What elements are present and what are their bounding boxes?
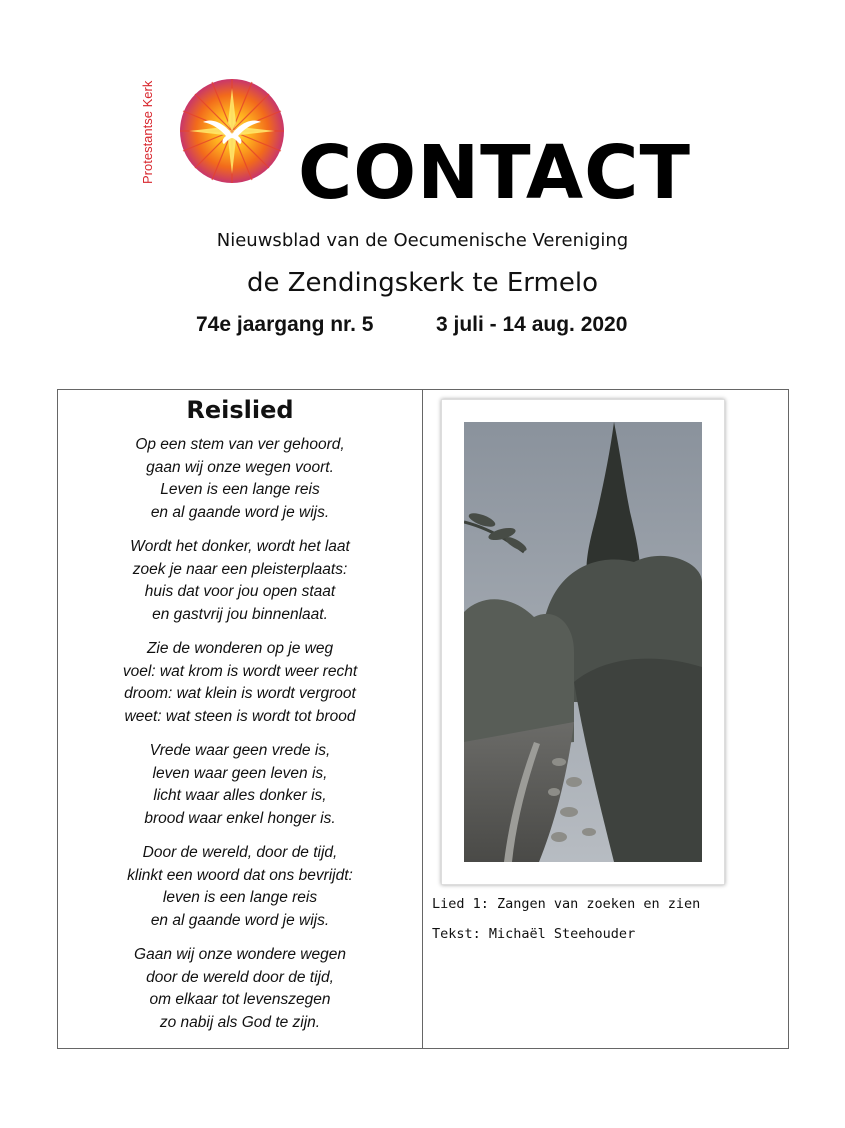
- column-divider: [422, 390, 423, 1048]
- poem-line: Op een stem van ver gehoord,: [135, 436, 345, 453]
- masthead-subtitle: Nieuwsblad van de Oecumenische Vereniging: [216, 230, 629, 251]
- issue-volume: 74e jaargang nr. 5: [196, 313, 374, 336]
- poem-line: weet: wat steen is wordt tot brood: [124, 707, 356, 725]
- poem-line: om elkaar tot levenszegen: [149, 991, 331, 1008]
- logo-text: Protestantse Kerk: [140, 80, 155, 184]
- garden-path-photo: [464, 422, 702, 862]
- caption-song: Lied 1: Zangen van zoeken en zien: [432, 896, 701, 912]
- content-box: [57, 389, 789, 1049]
- masthead-title: CONTACT: [298, 130, 691, 216]
- poem-line: gaan wij onze wegen voort.: [146, 458, 334, 476]
- poem-line: klinkt een woord dat ons bevrijdt:: [127, 866, 353, 884]
- poem-line: brood waar enkel honger is.: [144, 809, 336, 827]
- poem-stanza: [58, 944, 422, 1034]
- poem: [58, 390, 422, 1046]
- dove-sun-icon: [179, 78, 285, 184]
- issue-dates: 3 juli - 14 aug. 2020: [436, 313, 628, 336]
- poem-line: leven waar geen leven is,: [152, 764, 328, 782]
- poem-line: Door de wereld, door de tijd,: [142, 844, 338, 861]
- poem-line: door de wereld door de tijd,: [146, 968, 334, 986]
- poem-line: leven is een lange reis: [162, 889, 318, 906]
- caption-text-author: Tekst: Michaël Steehouder: [432, 926, 636, 942]
- poem-line: zoek je naar een pleisterplaats:: [132, 560, 348, 578]
- poem-line: droom: wat klein is wordt vergroot: [124, 685, 356, 702]
- poem-line: zo nabij als God te zijn.: [159, 1013, 321, 1031]
- garden-photo-frame: [441, 399, 725, 885]
- poem-line: huis dat voor jou open staat: [144, 583, 336, 600]
- masthead-subtitle-church: de Zendingskerk te Ermelo: [246, 268, 598, 298]
- poem-line: en al gaande word je wijs.: [150, 911, 330, 929]
- poem-stanza: [58, 842, 422, 932]
- poem-line: Wordt het donker, wordt het laat: [130, 538, 350, 555]
- poem-stanza: [58, 638, 422, 728]
- poem-line: licht waar alles donker is,: [153, 787, 327, 804]
- poem-line: Zie de wonderen op je weg: [146, 640, 334, 657]
- poem-stanza: [58, 434, 422, 524]
- poem-stanza: [58, 740, 422, 830]
- poem-title: Reislied: [186, 396, 294, 424]
- poem-line: Vrede waar geen vrede is,: [149, 742, 331, 759]
- poem-line: en al gaande word je wijs.: [150, 503, 330, 521]
- poem-line: Leven is een lange reis: [160, 481, 320, 498]
- poem-line: voel: wat krom is wordt weer recht: [122, 662, 358, 680]
- poem-line: en gastvrij jou binnenlaat.: [152, 605, 328, 623]
- poem-stanza: [58, 536, 422, 626]
- poem-line: Gaan wij onze wondere wegen: [134, 946, 346, 963]
